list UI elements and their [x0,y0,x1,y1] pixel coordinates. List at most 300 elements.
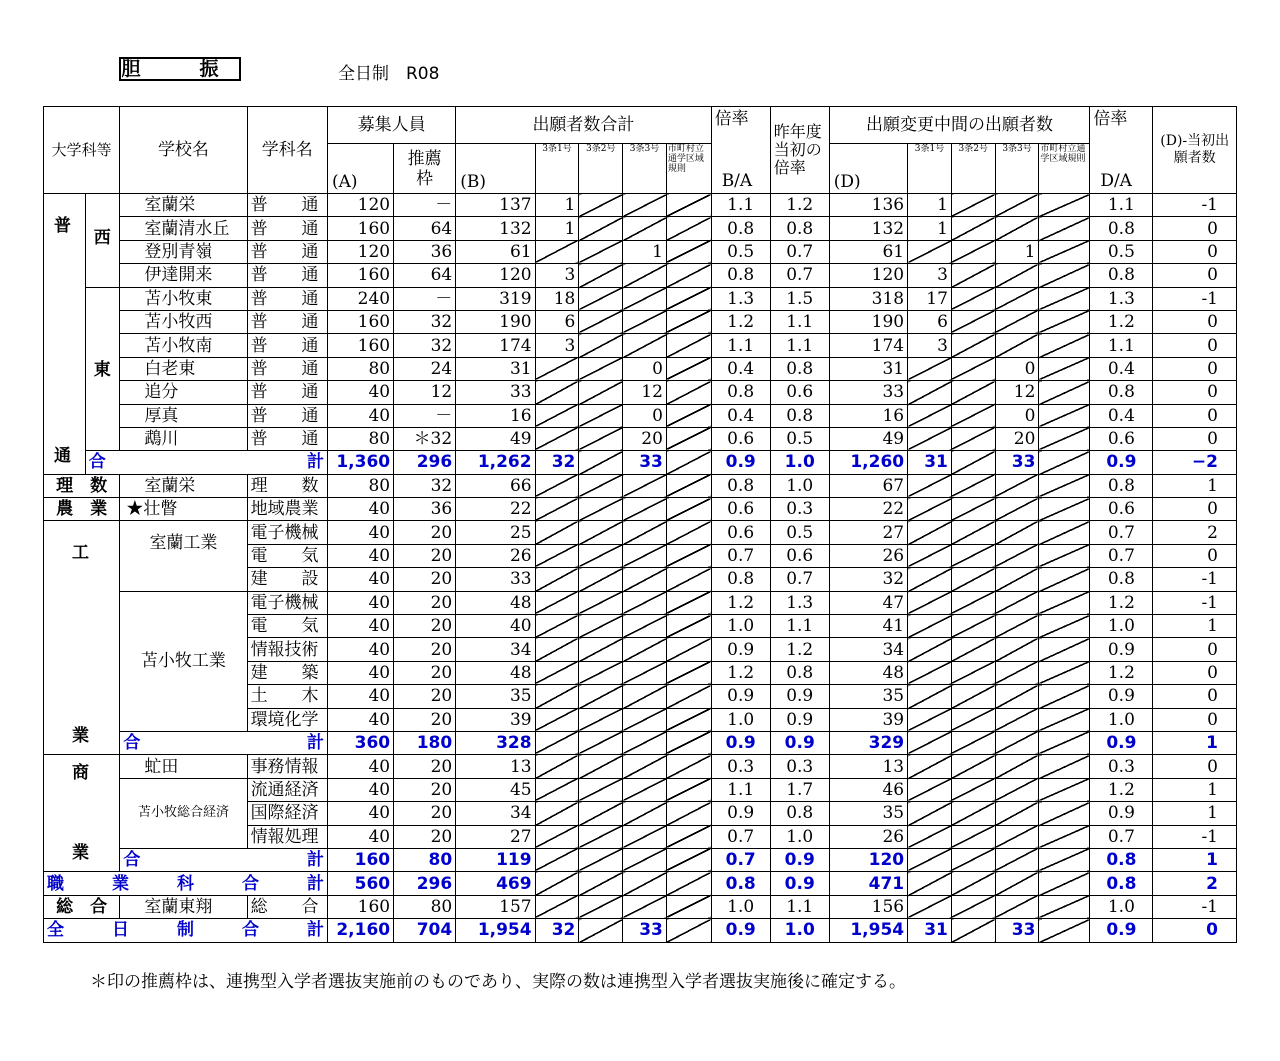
shokugyo-total-label [44,872,328,895]
ratio-da: 1.2 [1090,310,1153,333]
empty-slash-cell [666,287,711,310]
ratio-da: 0.8 [1090,568,1153,591]
recruit-a: 80 [327,474,393,497]
ratio-ba: 0.5 [711,240,770,263]
empty-slash-cell [995,731,1039,754]
prev-ratio: 0.3 [770,498,829,521]
empty-slash-cell [1039,778,1090,801]
category-kogyo-cell [44,521,120,755]
suisen: 64 [394,264,456,287]
empty-slash-cell [1039,919,1090,942]
ratio-ba: 0.6 [711,427,770,450]
total-da: 0.8 [1090,872,1153,895]
number-cell: 3 [908,334,952,357]
empty-slash-cell [666,731,711,754]
diff: 0 [1153,755,1237,778]
col-ratio-ba: B/A [721,171,753,191]
ratio-ba: 1.2 [711,310,770,333]
recruit-a: 160 [327,895,393,918]
suisen: 20 [394,544,456,567]
empty-slash-cell [579,802,623,825]
empty-slash-cell [995,591,1039,614]
empty-slash-cell [995,638,1039,661]
total-suisen: 704 [394,919,456,942]
applicants-d: 132 [829,217,907,240]
diff: -1 [1153,568,1237,591]
suisen: 20 [394,661,456,684]
ratio-ba: 0.9 [711,802,770,825]
number-cell: 1 [535,217,579,240]
suisen: 32 [394,310,456,333]
ratio-da: 1.3 [1090,287,1153,310]
applicants-d: 156 [829,895,907,918]
ratio-ba: 1.2 [711,591,770,614]
ratio-ba: 1.1 [711,778,770,801]
suisen: 20 [394,755,456,778]
ratio-da: 1.0 [1090,895,1153,918]
prev-ratio: 1.3 [770,591,829,614]
ratio-ba: 1.3 [711,287,770,310]
total-ba: 0.8 [711,872,770,895]
empty-slash-cell [951,661,995,684]
diff: 0 [1153,310,1237,333]
applicants-b: 120 [456,264,535,287]
empty-slash-cell [951,357,995,380]
number-cell: 20 [995,427,1039,450]
ratio-da: 0.9 [1090,802,1153,825]
empty-slash-cell [623,661,667,684]
col-b-cell [456,144,535,194]
empty-slash-cell [535,825,579,848]
empty-slash-cell [995,615,1039,638]
empty-slash-cell [995,217,1039,240]
empty-slash-cell [908,872,952,895]
prev-ratio: 0.8 [770,661,829,684]
table-row [44,107,1237,144]
empty-slash-cell [951,544,995,567]
dept-name: 普 通 [247,427,327,450]
dept-name: 普 通 [247,217,327,240]
diff: 1 [1153,615,1237,638]
empty-slash-cell [535,240,579,263]
applicants-d: 190 [829,310,907,333]
recruit-a: 40 [327,778,393,801]
suisen: － [394,194,456,217]
dept-name: 電 気 [247,615,327,638]
suisen: 24 [394,357,456,380]
total-suisen: 180 [394,731,456,754]
total-ba: 0.9 [711,451,770,474]
total-prev: 0.9 [770,872,829,895]
school-name: 室蘭工業 [120,521,247,591]
empty-slash-cell [908,661,952,684]
district-label: 胆 振 [119,57,241,81]
col-d: (D) [833,172,861,192]
empty-slash-cell [579,638,623,661]
empty-slash-cell [623,334,667,357]
diff: -1 [1153,287,1237,310]
ratio-da: 0.6 [1090,498,1153,521]
recruit-a: 40 [327,404,393,427]
empty-slash-cell [666,638,711,661]
total-d1: 31 [908,451,952,474]
school-name: 室蘭栄 [120,474,247,497]
applicants-b: 319 [456,287,535,310]
prev-ratio: 0.5 [770,521,829,544]
empty-slash-cell [666,919,711,942]
applicants-d: 13 [829,755,907,778]
col-ratio-cell [711,107,770,194]
empty-slash-cell [951,568,995,591]
total-ba: 0.7 [711,848,770,871]
prev-ratio: 1.2 [770,638,829,661]
applicants-d: 33 [829,381,907,404]
dept-name: 電 気 [247,544,327,567]
empty-slash-cell [951,334,995,357]
empty-slash-cell [623,825,667,848]
empty-slash-cell [951,264,995,287]
empty-slash-cell [995,521,1039,544]
ratio-ba: 0.8 [711,217,770,240]
empty-slash-cell [666,615,711,638]
empty-slash-cell [908,802,952,825]
empty-slash-cell [1039,194,1090,217]
diff: -1 [1153,825,1237,848]
dept-name: 国際経済 [247,802,327,825]
empty-slash-cell [535,404,579,427]
empty-slash-cell [666,568,711,591]
empty-slash-cell [995,194,1039,217]
empty-slash-cell [908,615,952,638]
empty-slash-cell [951,240,995,263]
diff: -1 [1153,194,1237,217]
empty-slash-cell [908,240,952,263]
empty-slash-cell [623,638,667,661]
applicants-b: 33 [456,568,535,591]
total-b: 469 [456,872,535,895]
empty-slash-cell [951,708,995,731]
recruit-a: 40 [327,638,393,661]
dept-name: 流通経済 [247,778,327,801]
empty-slash-cell [951,451,995,474]
empty-slash-cell [623,264,667,287]
school-name: 苫小牧東 [120,287,247,310]
applicants-d: 61 [829,240,907,263]
number-cell: 0 [995,357,1039,380]
applicants-b: 16 [456,404,535,427]
category-futsu-cell [44,194,86,475]
table-row [44,451,1237,474]
empty-slash-cell [579,615,623,638]
applicants-b: 35 [456,685,535,708]
table-row [44,848,1237,871]
school-name: 追分 [120,381,247,404]
empty-slash-cell [623,731,667,754]
ratio-ba: 1.2 [711,661,770,684]
empty-slash-cell [579,194,623,217]
empty-slash-cell [535,474,579,497]
applicants-d: 26 [829,825,907,848]
col-ratio2-cell [1090,107,1153,194]
empty-slash-cell [1039,615,1090,638]
total-a: 360 [327,731,393,754]
empty-slash-cell [535,755,579,778]
table-row [44,334,1237,357]
table-row [44,591,1237,614]
empty-slash-cell [995,708,1039,731]
empty-slash-cell [666,264,711,287]
empty-slash-cell [623,310,667,333]
empty-slash-cell [951,591,995,614]
empty-slash-cell [1039,310,1090,333]
empty-slash-cell [951,381,995,404]
col-dept: 学科名 [247,107,327,194]
recruit-a: 80 [327,427,393,450]
empty-slash-cell [995,661,1039,684]
category-shogyo-1: 商 [72,763,89,784]
ratio-da: 0.8 [1090,217,1153,240]
shokugyo-total-char: 計 [306,873,324,894]
applicants-d: 120 [829,264,907,287]
empty-slash-cell [1039,895,1090,918]
empty-slash-cell [951,615,995,638]
empty-slash-cell [535,544,579,567]
col-recruit-a-cell [327,144,393,194]
ratio-da: 1.0 [1090,615,1153,638]
empty-slash-cell [1039,474,1090,497]
diff: 0 [1153,217,1237,240]
total-suisen: 296 [394,451,456,474]
empty-slash-cell [951,755,995,778]
diff: 2 [1153,521,1237,544]
empty-slash-cell [995,778,1039,801]
empty-slash-cell [1039,451,1090,474]
empty-slash-cell [666,498,711,521]
ratio-ba: 0.8 [711,474,770,497]
col-applicants-total: 出願者数合計 [456,107,711,144]
diff: 0 [1153,544,1237,567]
empty-slash-cell [666,194,711,217]
school-name: 苫小牧西 [120,310,247,333]
category-kogyo-1: 工 [72,543,89,564]
total-b: 1,262 [456,451,535,474]
empty-slash-cell [579,778,623,801]
empty-slash-cell [908,544,952,567]
applicants-b: 61 [456,240,535,263]
empty-slash-cell [995,872,1039,895]
prev-ratio: 0.5 [770,427,829,450]
total-d: 120 [829,848,907,871]
empty-slash-cell [1039,381,1090,404]
recruit-a: 80 [327,357,393,380]
col-ratio-da: D/A [1100,171,1132,191]
empty-slash-cell [579,731,623,754]
empty-slash-cell [1039,708,1090,731]
ratio-da: 1.0 [1090,708,1153,731]
empty-slash-cell [666,334,711,357]
prev-ratio: 0.6 [770,381,829,404]
dept-name: 普 通 [247,381,327,404]
empty-slash-cell [666,591,711,614]
empty-slash-cell [995,310,1039,333]
total-b: 328 [456,731,535,754]
empty-slash-cell [951,194,995,217]
suisen: 20 [394,638,456,661]
col-change-title: 出願変更中間の出願者数 [829,107,1090,144]
total-da: 0.9 [1090,731,1153,754]
dept-name: 環境化学 [247,708,327,731]
recruit-a: 120 [327,194,393,217]
empty-slash-cell [535,498,579,521]
school-name: 虻田 [120,755,247,778]
empty-slash-cell [951,638,995,661]
empty-slash-cell [1039,264,1090,287]
number-cell: 6 [535,310,579,333]
recruit-a: 40 [327,381,393,404]
empty-slash-cell [908,498,952,521]
col-suisen-cell [394,144,456,194]
applicants-d: 27 [829,521,907,544]
suisen: 64 [394,217,456,240]
empty-slash-cell [908,685,952,708]
empty-slash-cell [579,568,623,591]
table-row [44,731,1237,754]
empty-slash-cell [666,451,711,474]
empty-slash-cell [623,708,667,731]
empty-slash-cell [1039,357,1090,380]
empty-slash-cell [1039,568,1090,591]
category-futsu-2: 通 [54,445,71,466]
empty-slash-cell [579,895,623,918]
ratio-da: 1.1 [1090,334,1153,357]
col-art2-d: 3条2号 [951,144,995,194]
total-b3: 33 [623,451,667,474]
total-diff: 2 [1153,872,1237,895]
number-cell: 1 [623,240,667,263]
category-label: 理 数 [44,474,120,497]
empty-slash-cell [908,568,952,591]
empty-slash-cell [535,731,579,754]
col-d-cell [829,144,907,194]
all-total-label [44,919,328,942]
prev-ratio: 1.2 [770,194,829,217]
suisen: 20 [394,615,456,638]
applicants-b: 48 [456,661,535,684]
empty-slash-cell [951,731,995,754]
total-label-l: 合 [123,850,141,871]
empty-slash-cell [951,895,995,918]
empty-slash-cell [666,427,711,450]
empty-slash-cell [951,802,995,825]
applicants-b: 48 [456,591,535,614]
col-recruit: 募集人員 [327,107,455,144]
applicants-b: 33 [456,381,535,404]
category-label: 総 合 [44,895,120,918]
table-row [44,357,1237,380]
empty-slash-cell [995,895,1039,918]
category-shogyo-cell [44,755,120,872]
applicants-d: 22 [829,498,907,521]
total-da: 0.9 [1090,451,1153,474]
suisen: 20 [394,825,456,848]
table-row [44,755,1237,778]
empty-slash-cell [666,661,711,684]
empty-slash-cell [666,848,711,871]
empty-slash-cell [908,404,952,427]
applicants-b: 66 [456,474,535,497]
suisen: 32 [394,474,456,497]
dept-name: 総 合 [247,895,327,918]
empty-slash-cell [579,217,623,240]
footnote: ＊印の推薦枠は、連携型入学者選抜実施前のものであり、実際の数は連携型入学者選抜実施後に確定する。 [90,972,906,992]
empty-slash-cell [908,521,952,544]
empty-slash-cell [579,334,623,357]
recruit-a: 40 [327,615,393,638]
applicants-b: 137 [456,194,535,217]
prev-ratio: 0.8 [770,802,829,825]
shogyo-total-label [120,848,328,871]
table-row [44,310,1237,333]
col-art3: 3条3号 [623,144,667,194]
applicants-b: 34 [456,802,535,825]
total-d3: 33 [995,919,1039,942]
applicants-d: 39 [829,708,907,731]
prev-ratio: 1.1 [770,334,829,357]
total-d: 1,954 [829,919,907,942]
diff: -1 [1153,895,1237,918]
recruit-a: 40 [327,825,393,848]
col-school: 学校名 [120,107,247,194]
ratio-ba: 1.0 [711,895,770,918]
prev-ratio: 0.9 [770,708,829,731]
diff: 1 [1153,802,1237,825]
region-west: 西 [93,228,111,248]
col-ratio2: 倍率 [1093,109,1128,129]
recruit-a: 160 [327,264,393,287]
empty-slash-cell [535,802,579,825]
empty-slash-cell [666,778,711,801]
diff: 1 [1153,778,1237,801]
diff: 0 [1153,427,1237,450]
ratio-da: 0.3 [1090,755,1153,778]
ratio-ba: 0.9 [711,685,770,708]
empty-slash-cell [623,872,667,895]
school-name: 苫小牧総合経済 [120,778,247,848]
empty-slash-cell [951,427,995,450]
applicants-d: 35 [829,685,907,708]
empty-slash-cell [995,474,1039,497]
total-d3: 33 [995,451,1039,474]
empty-slash-cell [908,731,952,754]
shokugyo-total-char: 職 [47,873,64,894]
applicants-b: 190 [456,310,535,333]
prev-ratio: 1.1 [770,310,829,333]
ratio-ba: 0.4 [711,357,770,380]
col-art3-d: 3条3号 [995,144,1039,194]
diff: 0 [1153,357,1237,380]
school-name: 室蘭東翔 [120,895,247,918]
recruit-a: 40 [327,755,393,778]
empty-slash-cell [995,568,1039,591]
total-label-r: 計 [306,452,324,473]
total-a: 160 [327,848,393,871]
category-shogyo-2: 業 [72,843,89,864]
empty-slash-cell [666,357,711,380]
ratio-da: 0.4 [1090,404,1153,427]
recruit-a: 40 [327,802,393,825]
applicants-d: 49 [829,427,907,450]
school-name: 伊達開来 [120,264,247,287]
